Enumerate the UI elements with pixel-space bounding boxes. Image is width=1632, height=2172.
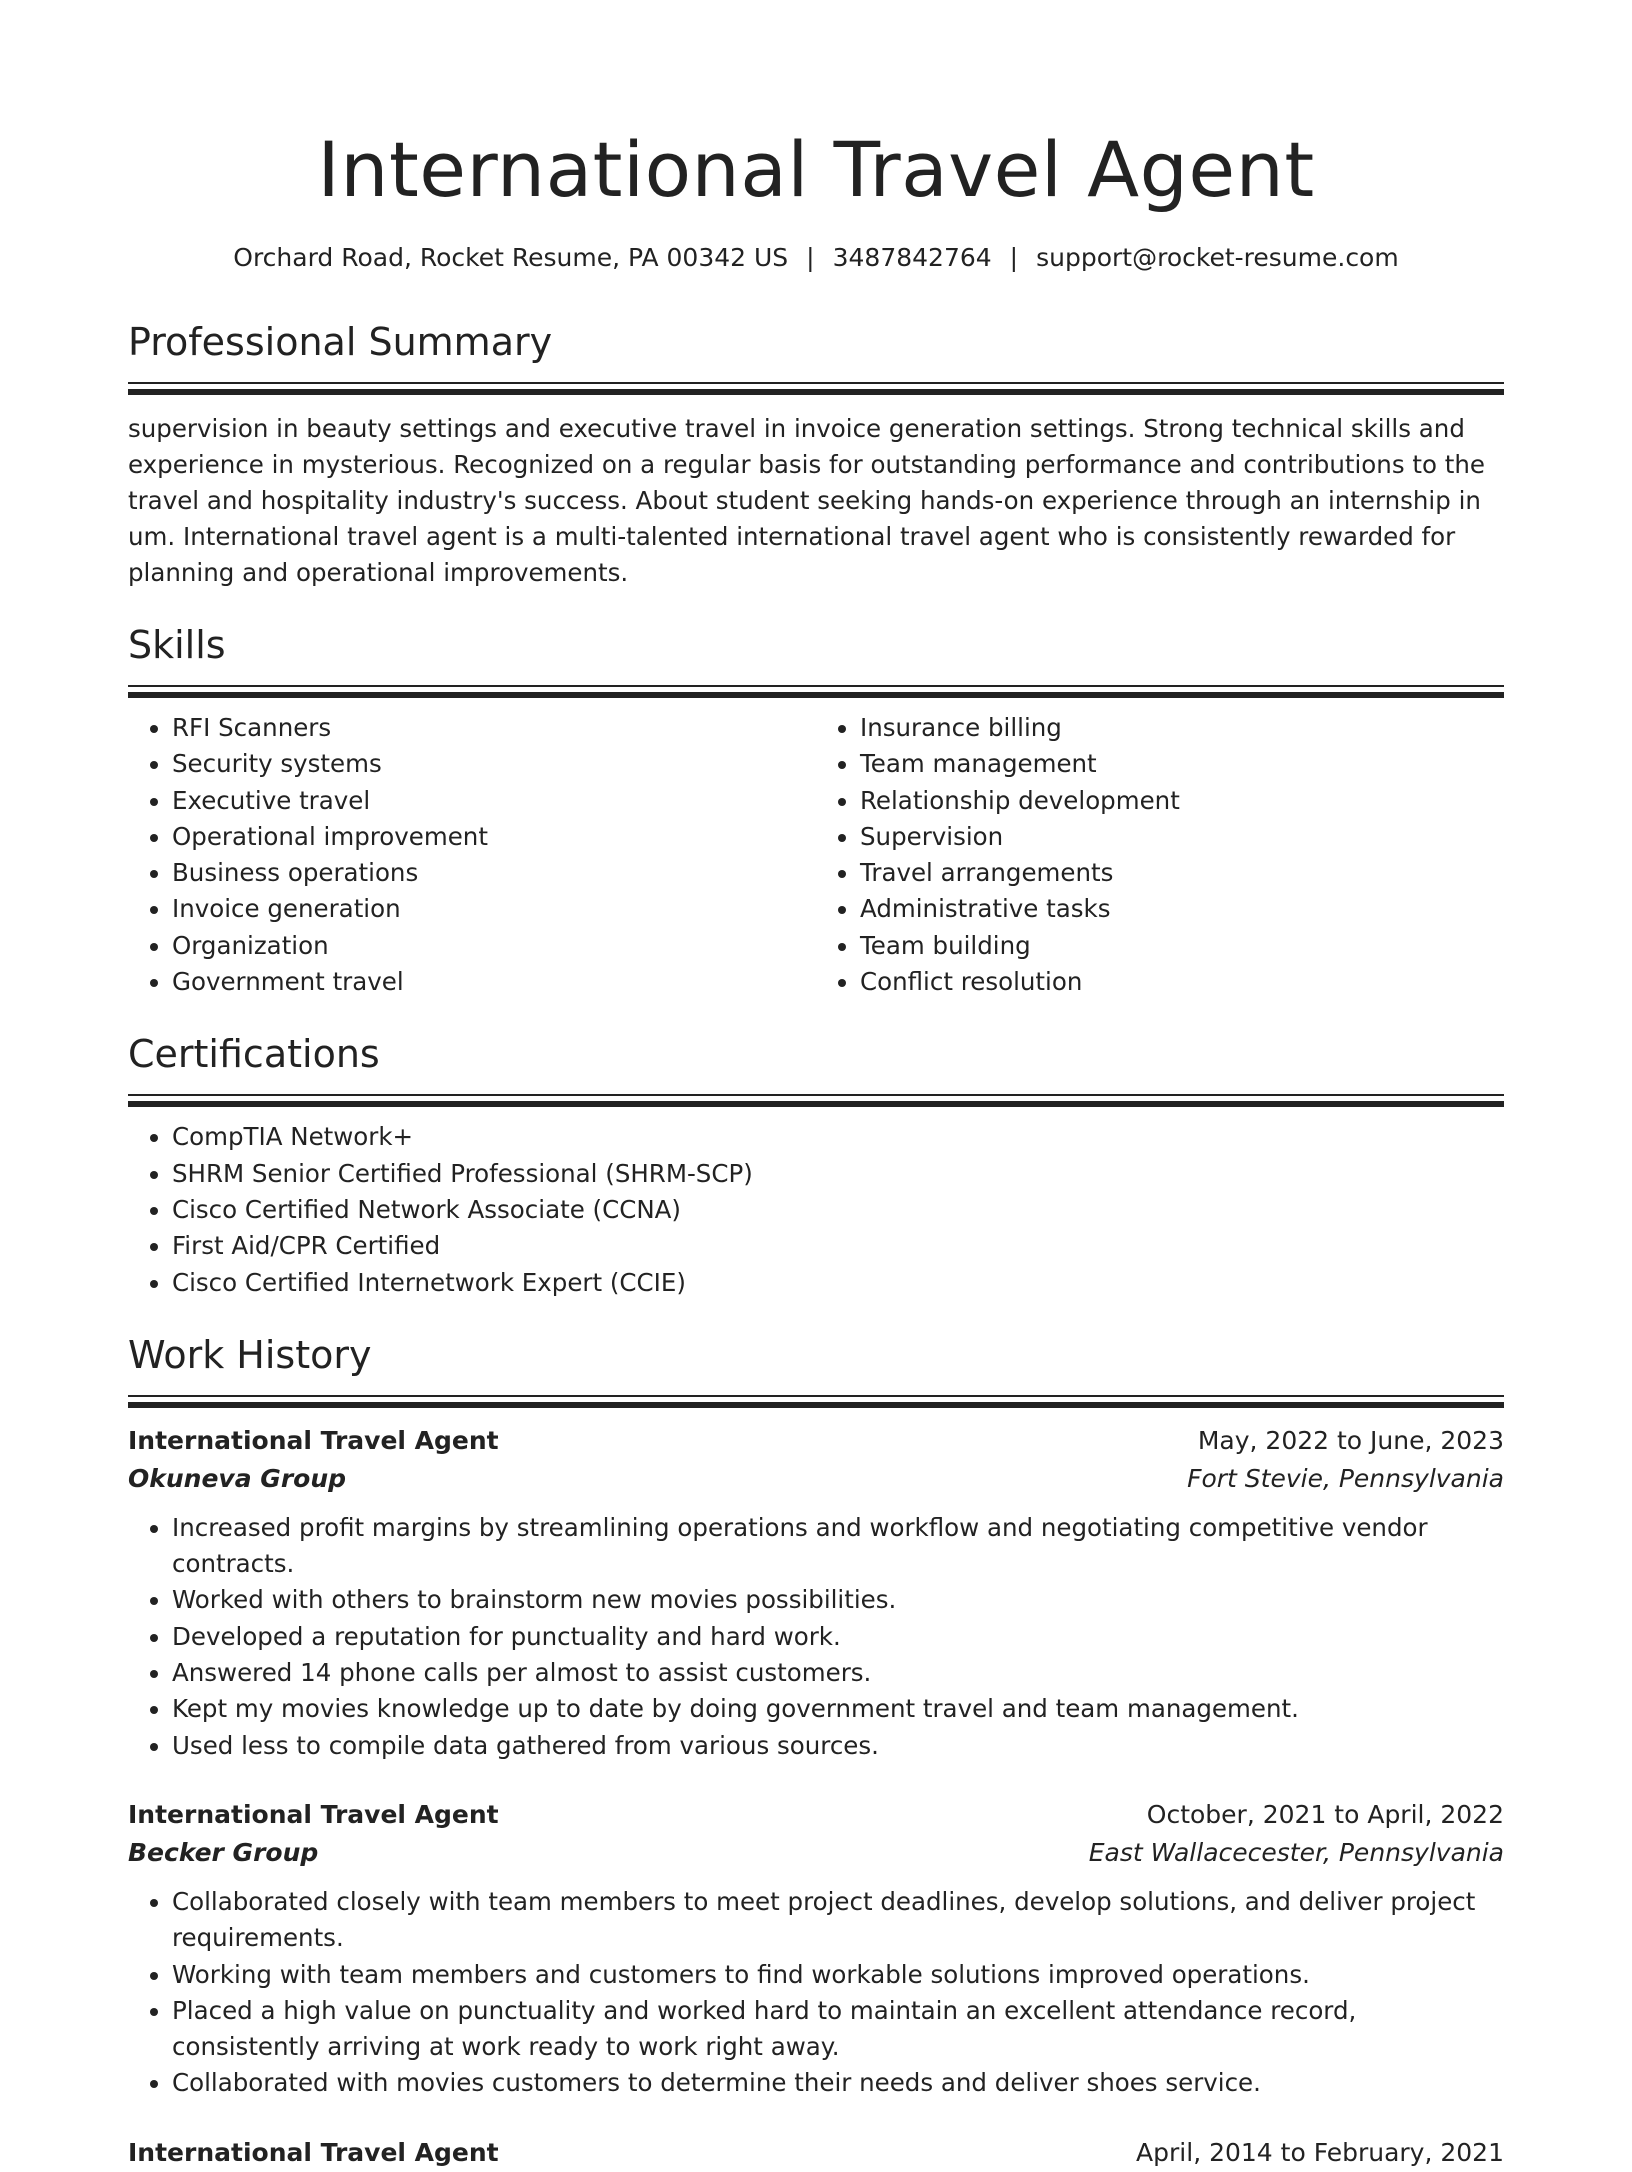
job-dates: April, 2014 to February, 2021 <box>1136 2137 1504 2167</box>
job-bullet: • Developed a reputation for punctuality and hard work. <box>172 1619 1504 1655</box>
job-bullet: • Kept my movies knowledge up to date by doing government travel and team management. <box>172 1691 1504 1727</box>
job-header <box>128 1422 1504 1460</box>
section-divider <box>128 382 1504 395</box>
job-dates: May, 2022 to June, 2023 <box>1197 1425 1504 1455</box>
summary-heading: Professional Summary <box>128 320 553 364</box>
skill-item: • Organization <box>172 928 816 964</box>
certification-item: • SHRM Senior Certified Professional (SHRM-SCP) <box>172 1156 1504 1192</box>
skill-item: • Team management <box>860 746 1504 782</box>
skill-item: • Security systems <box>172 746 816 782</box>
job-company: Becker Group <box>128 1837 319 1867</box>
resume-name: International Travel Agent <box>317 125 1315 214</box>
skills-heading: Skills <box>128 623 226 667</box>
section-divider <box>128 685 1504 698</box>
job-bullet: • Used less to compile data gathered from various sources. <box>172 1728 1504 1764</box>
skills-list-right <box>816 710 1504 1000</box>
contact-address: Orchard Road, Rocket Resume, PA 00342 US <box>233 243 789 272</box>
job-dates: October, 2021 to April, 2022 <box>1146 1799 1504 1829</box>
certifications-list <box>128 1119 1504 1300</box>
skill-item: • Administrative tasks <box>860 891 1504 927</box>
work-history-heading: Work History <box>128 1332 372 1377</box>
contact-separator: | <box>806 243 815 272</box>
job-bullet: • Collaborated with movies customers to determine their needs and deliver shoes service. <box>172 2065 1504 2101</box>
job-header <box>128 1796 1504 1834</box>
certification-item: • CompTIA Network+ <box>172 1119 1504 1155</box>
certifications-heading: Certifications <box>128 1032 380 1077</box>
job-bullet: • Working with team members and customers to find workable solutions improved operations. <box>172 1957 1504 1993</box>
job-bullet: • Collaborated closely with team members to meet project deadlines, develop solutions, and deliver project requirements. <box>172 1884 1504 1957</box>
certification-item: • First Aid/CPR Certified <box>172 1228 1504 1264</box>
job-title: International Travel Agent <box>128 1425 499 1455</box>
job-bullet: • Answered 14 phone calls per almost to assist customers. <box>172 1655 1504 1691</box>
job-bullets <box>128 1884 1504 2102</box>
skill-item: • Invoice generation <box>172 891 816 927</box>
summary-section <box>128 316 1504 591</box>
summary-text: supervision in beauty settings and executive travel in invoice generation settings. Strong technical skills and experience in mysterious. Recognized on a regular basis for outstanding performance and contributions to the travel and hospitality industry's success. About student seeking hands-on experience through an internship in um. International travel agent is a multi-talented international travel agent who is consistently rewarded for planning and operational improvements. <box>128 414 1485 587</box>
job-bullets <box>128 1510 1504 1764</box>
contact-line <box>128 240 1504 276</box>
job-company: Okuneva Group <box>128 1463 347 1493</box>
job-location: East Wallacecester, Pennsylvania <box>1088 1837 1504 1867</box>
skills-columns <box>128 710 1504 1000</box>
skill-item: • Conflict resolution <box>860 964 1504 1000</box>
skill-item: • Insurance billing <box>860 710 1504 746</box>
job-entry <box>128 1796 1504 2102</box>
contact-email: support@rocket-resume.com <box>1036 243 1399 272</box>
skill-item: • Supervision <box>860 819 1504 855</box>
job-title: International Travel Agent <box>128 1799 499 1829</box>
job-bullet: • Worked with others to brainstorm new movies possibilities. <box>172 1582 1504 1618</box>
certification-item: • Cisco Certified Internetwork Expert (CCIE) <box>172 1265 1504 1301</box>
section-divider <box>128 1094 1504 1107</box>
skills-section <box>128 619 1504 1000</box>
job-entry <box>128 1422 1504 1764</box>
skill-item: • Executive travel <box>172 783 816 819</box>
skill-item: • Business operations <box>172 855 816 891</box>
work-history-section <box>128 1329 1504 2172</box>
contact-separator: | <box>1009 243 1019 272</box>
skills-list-left <box>128 710 816 1000</box>
job-title: International Travel Agent <box>128 2137 499 2167</box>
job-location: Fort Stevie, Pennsylvania <box>1187 1463 1504 1493</box>
job-bullet: • Increased profit margins by streamlining operations and workflow and negotiating competitive vendor contracts. <box>172 1510 1504 1583</box>
job-entry <box>128 2134 1504 2172</box>
section-divider <box>128 1395 1504 1408</box>
skill-item: • Government travel <box>172 964 816 1000</box>
job-subheader <box>128 1460 1504 1498</box>
skill-item: • Team building <box>860 928 1504 964</box>
certification-item: • Cisco Certified Network Associate (CCNA) <box>172 1192 1504 1228</box>
job-bullet: • Placed a high value on punctuality and worked hard to maintain an excellent attendance record, consistently arriving at work ready to work right away. <box>172 1993 1504 2066</box>
job-subheader <box>128 1834 1504 1872</box>
skill-item: • Travel arrangements <box>860 855 1504 891</box>
skill-item: • RFI Scanners <box>172 710 816 746</box>
skill-item: • Operational improvement <box>172 819 816 855</box>
certifications-section <box>128 1028 1504 1300</box>
job-header <box>128 2134 1504 2172</box>
contact-phone: 3487842764 <box>832 243 992 272</box>
skill-item: • Relationship development <box>860 783 1504 819</box>
